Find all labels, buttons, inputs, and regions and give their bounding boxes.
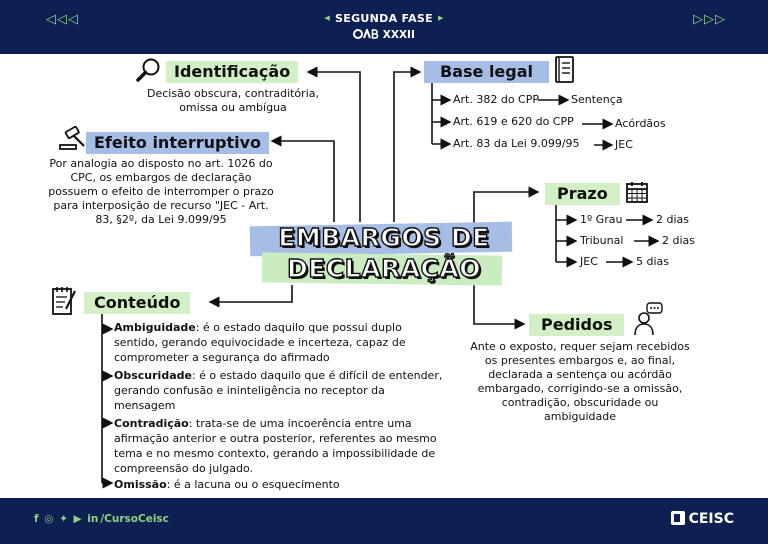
oab-logo-icon (353, 29, 379, 39)
base-legal-ref-1: Art. 382 do CPP (453, 93, 540, 106)
twitter-icon[interactable]: ✦ (59, 513, 68, 525)
efeito-heading: Efeito interruptivo (86, 132, 269, 154)
identificacao-heading: Identificação (166, 61, 298, 83)
efeito-text: Por analogia ao disposto no art. 1026 do CPC, os embargos de declaração possuem o efeito de interromper o prazo para interposição de recurso "JEC - Art. 83, §2º, da Lei 9.099/95 (48, 157, 274, 226)
identificacao-text: Decisão obscura, contraditória, omissa ou ambígua (147, 87, 319, 114)
prazo-dias-1: 2 dias (656, 213, 690, 226)
pedidos-heading: Pedidos (529, 314, 624, 336)
term-omissao: Omissão (114, 478, 167, 491)
base-legal-heading: Base legal (424, 61, 549, 83)
prazo-instancia-1: 1º Grau (580, 213, 623, 226)
conteudo-item-contradicao (114, 416, 444, 476)
ceisc-logo-icon (671, 511, 685, 525)
bottom-banner (0, 498, 768, 544)
base-legal-ref-2: Art. 619 e 620 do CPP (453, 115, 574, 128)
ceisc-logo: CEISC (671, 511, 734, 527)
def-omissao: : é a lacuna ou o esquecimento (166, 478, 340, 491)
prazo-dias-2: 2 dias (662, 234, 696, 247)
base-legal-ref-3: Art. 83 da Lei 9.099/95 (453, 137, 580, 150)
calendar-icon (625, 180, 649, 204)
youtube-icon[interactable]: ▶ (73, 513, 82, 525)
conteudo-item-omissao (114, 477, 444, 492)
magnifier-icon (136, 57, 162, 83)
term-ambiguidade: Ambiguidade (114, 321, 196, 334)
prazo-instancia-3: JEC (580, 255, 598, 268)
base-legal-target-1: Sentença (571, 93, 623, 106)
prazo-heading: Prazo (545, 183, 620, 205)
main-title (250, 220, 518, 286)
facebook-icon[interactable]: f (34, 513, 39, 525)
def-obscuridade: : é o estado daquilo que é difícil de entender, gerando confusão e ininteligência no receptor da mensagem (114, 369, 443, 412)
conteudo-list (114, 320, 444, 493)
top-banner (0, 0, 768, 54)
notepad-icon (50, 285, 78, 317)
instagram-icon[interactable]: ◎ (44, 513, 54, 525)
def-ambiguidade: : é o estado daquilo que possui duplo sentido, gerando equivocidade e incerteza, capaz de comprometer a segurança do afirmado (114, 321, 406, 364)
term-obscuridade: Obscuridade (114, 369, 192, 382)
def-contradicao: : trata-se de uma incoerência entre uma afirmação anterior e outra posterior, referentes ao mesmo tema e no mesmo contexto, gerando a impossibilidade de compreensão do julgado. (114, 417, 437, 475)
right-arrows-icon: ▷▷▷ (693, 12, 726, 27)
social-links (34, 513, 169, 525)
base-legal-target-3: JEC (615, 138, 633, 151)
conteudo-heading: Conteúdo (84, 292, 190, 314)
title-line-1: EMBARGOS DE (278, 223, 490, 252)
phase-label: ◀ SEGUNDA FASE ▶ (324, 12, 444, 25)
social-handle[interactable]: /CursoCeisc (100, 513, 169, 525)
pedidos-text: Ante o exposto, requer sejam recebidos os presentes embargos e, ao final, declarada a sentença ou acórdão embargado, corrigindo-se a omissão, contradição, obscuridade ou ambiguidade (470, 340, 690, 423)
left-arrows-icon: ◁◁◁ (46, 12, 79, 27)
conteudo-item-ambiguidade (114, 320, 444, 367)
exam-edition: XXXII (0, 29, 768, 41)
prazo-instancia-2: Tribunal (580, 234, 624, 247)
gavel-icon (58, 126, 88, 152)
conteudo-item-obscuridade (114, 368, 444, 415)
linkedin-icon[interactable]: in (87, 513, 99, 525)
law-book-icon (553, 55, 577, 85)
title-line-2: DECLARAÇÃO (286, 254, 481, 283)
base-legal-target-2: Acórdãos (615, 117, 666, 130)
term-contradicao: Contradição (114, 417, 189, 430)
prazo-dias-3: 5 dias (636, 255, 670, 268)
person-speech-icon (634, 302, 664, 336)
